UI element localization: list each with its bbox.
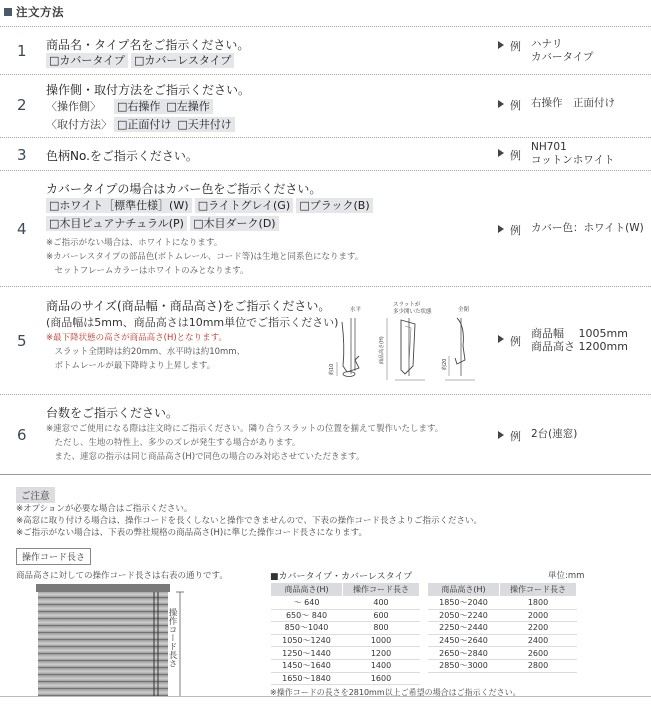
height-cell: 2650～2840 — [428, 647, 500, 660]
mounting-method-label: 〈取付方法〉 — [46, 118, 112, 131]
note-text: ※カバーレスタイプの部品色(ボトムレール、コード等)は生地と同系色になります。 — [46, 252, 364, 262]
divider — [0, 26, 651, 27]
table-row — [271, 634, 420, 647]
step-title: 操作側・取付方法をご指示ください。 — [46, 83, 251, 97]
example-label: 例 — [510, 99, 521, 112]
height-cell: 2250～2440 — [428, 622, 500, 635]
option-right-operation[interactable]: □右操作 — [114, 99, 163, 114]
example-value: ハナリ — [531, 38, 563, 50]
table-row — [428, 647, 577, 660]
option-wood-dark[interactable]: □木目ダーク(D) — [190, 216, 278, 231]
example-label: 例 — [510, 40, 521, 53]
example — [498, 141, 614, 167]
height-cell: 1450～1640 — [271, 659, 343, 672]
caution-note: ※オプションが必要な場合はご指示ください。 — [16, 504, 193, 514]
example — [498, 97, 615, 113]
divider — [0, 394, 651, 395]
table-row — [428, 622, 577, 635]
step-title: 商品のサイズ(商品幅・商品高さ)をご指示ください。 — [46, 299, 331, 313]
option-left-operation[interactable]: □左操作 — [163, 99, 212, 114]
example — [498, 222, 644, 238]
label-20: 約20 — [442, 358, 448, 370]
cord-cell: 1400 — [343, 659, 420, 672]
step-number: 5 — [17, 332, 27, 350]
height-cell: ～ 640 — [271, 597, 343, 610]
section-title: 注文方法 — [16, 5, 64, 19]
table-row — [428, 597, 577, 610]
step-title: 台数をご指示ください。 — [46, 406, 179, 420]
table-title: ■カバータイプ・カバーレスタイプ — [270, 572, 413, 582]
table-header: 商品高さ(H) — [428, 583, 500, 597]
height-cell: 650～ 840 — [271, 609, 343, 622]
table-header: 商品高さ(H) — [271, 583, 343, 597]
operation-side-label: 〈操作側〉 — [46, 100, 101, 113]
height-cell: 2450～2640 — [428, 634, 500, 647]
note-red: ※最下降状態の高さが商品高さ(H)となります。 — [46, 333, 227, 343]
section-header — [4, 5, 64, 19]
note-text: スラット全閉時は約20mm、水平時は約10mm、 — [46, 347, 246, 357]
note-text: ただし、生地の特性上、多少のズレが発生する場合があります。 — [46, 438, 301, 448]
example-value: NH701 — [531, 141, 567, 153]
header-square-icon — [4, 8, 12, 16]
example-value: 右操作 正面付け — [531, 97, 615, 109]
bottom-divider — [0, 696, 651, 697]
height-cell: 2850～3000 — [428, 659, 500, 672]
triangle-icon — [498, 225, 504, 233]
example-label: 例 — [510, 224, 521, 237]
example-value: 2台(連窓) — [531, 428, 578, 440]
example-value: コットンホワイト — [531, 154, 615, 166]
table-unit: 単位:mm — [548, 571, 585, 581]
example-value: カバー色：ホワイト(W) — [531, 222, 644, 234]
step-number: 6 — [17, 426, 27, 444]
example-value: 商品高さ 1200mm — [531, 340, 628, 353]
note-text: セットフレームカラーはホワイトのみとなります。 — [46, 266, 249, 276]
note-text: ※連窓でご使用になる際は注文時にご指示ください。隣り合うスラットの位置を揃えて製作いたします。 — [46, 424, 444, 434]
table-row — [271, 659, 420, 672]
cord-cell: 2400 — [500, 634, 577, 647]
option-black[interactable]: □ブラック(B) — [296, 198, 372, 213]
cord-vertical-label: 操作コード長さ — [167, 608, 177, 668]
caution-note: ※ご指示がない場合は、下表の弊社規格の商品高さ(H)に準じた操作コード長さになります。 — [16, 528, 367, 538]
table-row — [428, 609, 577, 622]
cord-cell: 400 — [343, 597, 420, 610]
cord-cell: 1800 — [500, 597, 577, 610]
step-number: 3 — [17, 146, 27, 164]
cord-length-text: 商品高さに対しての操作コード長さは右表の通りです。 — [16, 571, 228, 581]
option-coverless-type[interactable]: □カバーレスタイプ — [131, 53, 234, 68]
cord-cell: 600 — [343, 609, 420, 622]
caution-note: ※高窓に取り付ける場合は、操作コードを長くしないと操作できませんので、下表の操作コード長さよりご指示ください。 — [16, 516, 482, 526]
divider — [0, 74, 651, 75]
example-label: 例 — [510, 335, 521, 348]
step-title: 商品名・タイプ名をご指示ください。 — [46, 38, 250, 52]
caution-title: ご注意 — [16, 487, 55, 503]
cord-cell: 2000 — [500, 609, 577, 622]
option-front-mount[interactable]: □正面付け — [114, 117, 174, 132]
triangle-icon — [498, 335, 504, 343]
cord-cell: 2800 — [500, 659, 577, 672]
step-number: 4 — [17, 220, 27, 238]
label-10: 約10 — [329, 363, 335, 375]
cord-cell: 2200 — [500, 622, 577, 635]
cord-table-right — [427, 582, 577, 673]
triangle-icon — [498, 149, 504, 157]
example — [498, 428, 577, 444]
step-title: カバータイプの場合はカバー色をご指示ください。 — [46, 182, 322, 196]
table-header: 操作コード長さ — [500, 583, 577, 597]
example-label: 例 — [510, 149, 521, 162]
divider — [0, 286, 651, 287]
option-ceiling-mount[interactable]: □天井付け — [174, 117, 234, 132]
cord-cell: 2600 — [500, 647, 577, 660]
note-text: ※ご指示がない場合は、ホワイトになります。 — [46, 238, 223, 248]
note-text: ボトムレールが最下降時より上昇します。 — [46, 361, 216, 371]
table-row — [271, 622, 420, 635]
triangle-icon — [498, 431, 504, 439]
option-wood-pure-natural[interactable]: □木目ピュアナチュラル(P) — [46, 216, 187, 231]
step-number: 2 — [17, 96, 27, 114]
height-cell: 1050～1240 — [271, 634, 343, 647]
example-value: カバータイプ — [531, 51, 594, 63]
option-cover-type[interactable]: □カバータイプ — [46, 53, 128, 68]
label-slat-2: 多少開いた状態 — [393, 309, 432, 315]
option-light-gray[interactable]: □ライトグレイ(G) — [195, 198, 293, 213]
step-title: 色柄No.をご指示ください。 — [46, 149, 198, 163]
example-label: 例 — [510, 430, 521, 443]
cord-cell: 800 — [343, 622, 420, 635]
table-row — [271, 647, 420, 660]
table-row — [271, 609, 420, 622]
height-cell: 1650～1840 — [271, 672, 343, 685]
table-header: 操作コード長さ — [343, 583, 420, 597]
step-subtitle: (商品幅は5mm、商品高さは10mm単位でご指示ください) — [46, 316, 339, 329]
note-text: また、連窓の指示は同じ商品高さ(H)で同色の場合のみ対応させていただきます。 — [46, 452, 365, 462]
example — [498, 327, 628, 353]
label-height: 商品高さ(H) — [379, 336, 385, 364]
cord-table-left — [270, 582, 420, 685]
table-row — [428, 659, 577, 672]
height-cell: 1250～1440 — [271, 647, 343, 660]
example-value: 商品幅 1005mm — [531, 327, 628, 340]
label-horizontal: 水平 — [350, 307, 362, 313]
divider — [0, 474, 651, 475]
cord-cell: 1200 — [343, 647, 420, 660]
height-cell: 850～1040 — [271, 622, 343, 635]
table-row — [428, 634, 577, 647]
triangle-icon — [498, 41, 504, 49]
table-footnote: ※操作コードの長さを2810mm以上ご希望の場合はご指示ください。 — [270, 688, 521, 697]
triangle-icon — [498, 100, 504, 108]
cord-length-label: 操作コード長さ — [16, 548, 91, 565]
height-cell: 2050～2240 — [428, 609, 500, 622]
cord-cell: 1000 — [343, 634, 420, 647]
option-white[interactable]: □ホワイト［標準仕様］(W) — [46, 198, 192, 213]
step-number: 1 — [17, 42, 27, 60]
divider — [0, 137, 651, 138]
height-cell: 1850～2040 — [428, 597, 500, 610]
cord-cell: 1600 — [343, 672, 420, 685]
slat-diagram — [325, 296, 485, 388]
table-row — [271, 672, 420, 685]
example — [498, 38, 593, 64]
label-closed: 全閉 — [458, 307, 470, 313]
table-row — [271, 597, 420, 610]
label-slat-1: スラットが — [393, 302, 421, 308]
divider — [0, 170, 651, 171]
